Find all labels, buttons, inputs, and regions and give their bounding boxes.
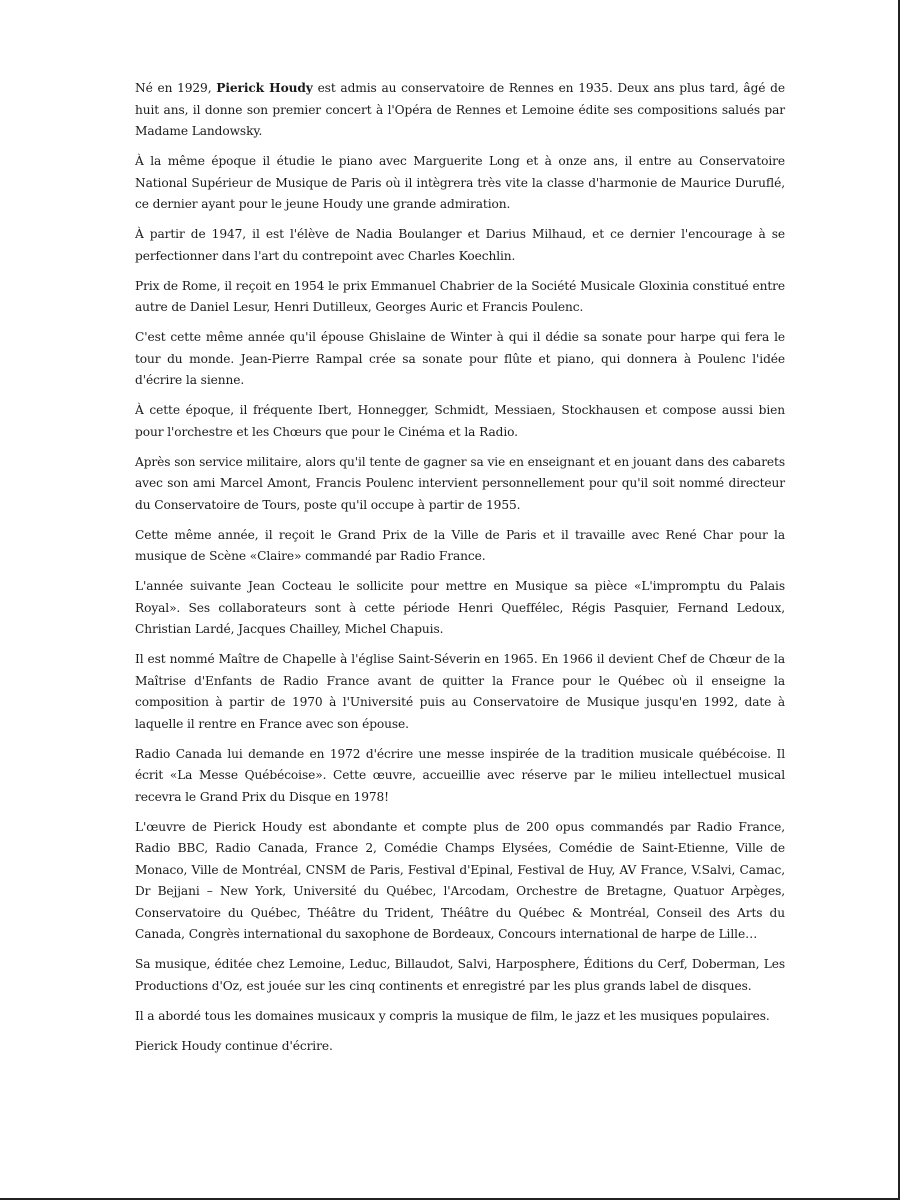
paragraph-contemporaries: À cette époque, il fréquente Ibert, Honnegger, Schmidt, Messiaen, Stockhausen et compose aussi bien pour l'orchestre et les Chœurs que pour le Cinéma et la Radio. [135, 403, 785, 439]
paragraph-commissions: L'œuvre de Pierick Houdy est abondante et compte plus de 200 opus commandés par Radio France, Radio BBC, Radio Canada, France 2, Comédie Champs Elysées, Comédie de Saint-Etienne, Ville de Monaco, Ville de Montréal, CNSM de Paris, Festival d'Epinal, Festival de Huy, AV France, V.Salvi, Camac, Dr Bejjani – New York, Université du Québec, l'Arcodam, Orchestre de Bretagne, Quatuor Arpèges, Conservatoire du Québec, Théâtre du Trident, Théâtre du Québec & Montréal, Conseil des Arts du Canada, Congrès international du saxophone de Bordeaux, Concours international de harpe de Lille… [135, 819, 785, 941]
paragraph-early-studies: À la même époque il étudie le piano avec Marguerite Long et à onze ans, il entre au Conservatoire National Supérieur de Musique de Paris où il intègrera très vite la classe d'harmonie de Maurice Duruflé, ce dernier ayant pour le jeune Houdy une grande admiration. [135, 154, 785, 211]
composer-name: Pierick Houdy [216, 81, 313, 95]
paragraph-genres: Il a abordé tous les domaines musicaux y compris la musique de film, le jazz et les musiques populaires. [135, 1008, 770, 1023]
paragraph-messe-quebecoise: Radio Canada lui demande en 1972 d'écrire une messe inspirée de la tradition musicale québécoise. Il écrit «La Messe Québécoise». Cette œuvre, accueillie avec réserve par le milieu intellectuel musical recevra le Grand Prix du Disque en 1978! [135, 746, 785, 804]
paragraph-marriage-sonatas: C'est cette même année qu'il épouse Ghislaine de Winter à qui il dédie sa sonate pour harpe qui fera le tour du monde. Jean-Pierre Rampal crée sa sonate pour flûte et piano, qui donnera à Poulenc l'idée d'écrire la sienne. [135, 330, 785, 387]
paragraph-cocteau: L'année suivante Jean Cocteau le sollicite pour mettre en Musique sa pièce «L'impromptu du Palais Royal». Ses collaborateurs sont à cette période Henri Queffélec, Régis Pasquier, Fernand Ledoux, Christian Lardé, Jacques Chailley, Michel Chapuis. [135, 579, 785, 636]
paragraph-tours-conservatoire: Après son service militaire, alors qu'il tente de gagner sa vie en enseignant et en jouant dans des cabarets avec son ami Marcel Amont, Francis Poulenc intervient personnellement pour qu'il soit nommé directeur du Conservatoire de Tours, poste qu'il occupe à partir de 1955. [135, 454, 785, 512]
paragraph-prix-de-rome: Prix de Rome, il reçoit en 1954 le prix Emmanuel Chabrier de la Société Musicale Gloxinia constitué entre autre de Daniel Lesur, Henri Dutilleux, Georges Auric et Francis Poulenc. [135, 278, 785, 314]
paragraph-closing: Pierick Houdy continue d'écrire. [135, 1038, 333, 1053]
paragraph-intro [135, 78, 785, 143]
paragraph-grand-prix-paris: Cette même année, il reçoit le Grand Prix de la Ville de Paris et il travaille avec René Char pour la musique de Scène «Claire» commandé par Radio France. [135, 527, 785, 563]
intro-lead: Né en 1929, [135, 81, 217, 95]
paragraph-publishers: Sa musique, éditée chez Lemoine, Leduc, Billaudot, Salvi, Harposphere, Éditions du Cerf, Doberman, Les Productions d'Oz, est jouée sur les cinq continents et enregistré par les plus grands label de disques. [135, 957, 785, 993]
paragraph-boulanger-milhaud: À partir de 1947, il est l'élève de Nadia Boulanger et Darius Milhaud, et ce dernier l'encourage à se perfectionner dans l'art du contrepoint avec Charles Koechlin. [135, 227, 785, 263]
intro-rest: est admis au conservatoire de Rennes en 1935. Deux ans plus tard, âgé de huit ans, il donne son premier concert à l'Opéra de Rennes et Lemoine édite ses compositions salués par Madame Landowsky. [135, 81, 785, 138]
paragraph-quebec: Il est nommé Maître de Chapelle à l'église Saint-Séverin en 1965. En 1966 il devient Chef de Chœur de la Maîtrise d'Enfants de Radio France avant de quitter la France pour le Québec où il enseigne la composition à partir de 1970 à l'Université puis au Conservatoire de Musique jusqu'en 1992, date à laquelle il rentre en France avec son épouse. [135, 652, 785, 731]
biography-text [135, 78, 785, 1066]
